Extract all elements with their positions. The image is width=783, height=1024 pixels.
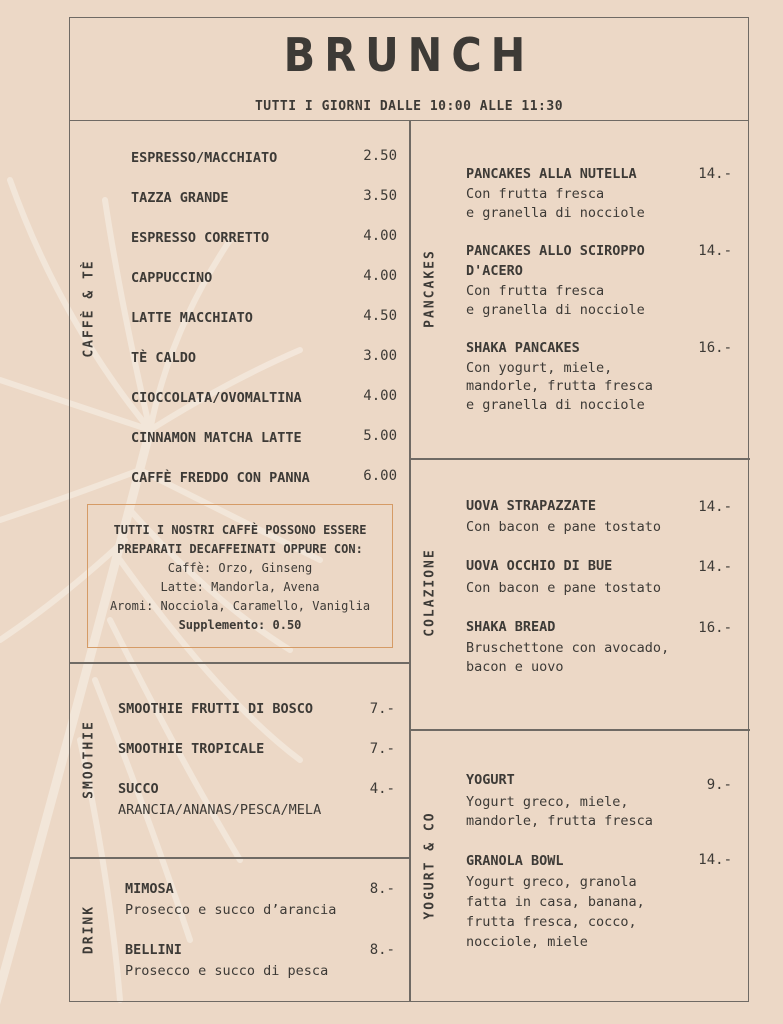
menu-item-description: e granella di nocciole [466, 205, 645, 221]
menu-item-name: UOVA OCCHIO DI BUE [466, 558, 613, 574]
menu-item-price: 4.00 [363, 268, 397, 284]
menu-item-name: CINNAMON MATCHA LATTE [131, 430, 302, 446]
menu-item-description: Prosecco e succo d’arancia [125, 902, 337, 918]
decaf-options-note [87, 504, 393, 648]
menu-item-name: PANCAKES ALLO SCIROPPO [466, 243, 645, 259]
divider-coffee-smoothie [69, 662, 410, 664]
note-line: Caffè: Orzo, Ginseng [167, 561, 313, 575]
menu-item-name: TAZZA GRANDE [131, 190, 229, 206]
menu-item-price: 9.- [706, 777, 732, 793]
menu-item-name: GRANOLA BOWL [466, 853, 564, 869]
section-label-coffee: CAFFÈ & TÈ [81, 259, 97, 358]
menu-item-price: 4.00 [363, 388, 397, 404]
menu-item-price: 14.- [698, 559, 732, 575]
menu-item-description: mandorle, frutta fresca [466, 378, 653, 394]
menu-item-name: D'ACERO [466, 263, 523, 279]
note-line: PREPARATI DECAFFEINATI OPPURE CON: [117, 542, 363, 556]
menu-item-description: ARANCIA/ANANAS/PESCA/MELA [118, 802, 322, 818]
menu-item-description: mandorle, frutta fresca [466, 813, 653, 829]
menu-item-description: frutta fresca, cocco, [466, 914, 637, 930]
menu-item-description: Con bacon e pane tostato [466, 580, 662, 596]
menu-item-description: e granella di nocciole [466, 397, 645, 413]
menu-item-price: 7.- [369, 741, 395, 757]
menu-item-price: 16.- [698, 340, 732, 356]
menu-item-description: Con frutta fresca [466, 283, 605, 299]
note-line: Latte: Mandorla, Avena [160, 580, 320, 594]
menu-item-name: SHAKA PANCAKES [466, 340, 580, 356]
menu-item-price: 4.50 [363, 308, 397, 324]
menu-item-name: LATTE MACCHIATO [131, 310, 253, 326]
menu-item-description: e granella di nocciole [466, 302, 645, 318]
divider-pancakes-colazione [409, 458, 750, 460]
menu-header [69, 17, 749, 121]
menu-item-description: bacon e uovo [466, 659, 564, 675]
menu-item-price: 14.- [698, 243, 732, 259]
menu-item-name: SHAKA BREAD [466, 619, 556, 635]
section-label-pancakes: PANCAKES [422, 249, 438, 328]
note-supplement: Supplemento: 0.50 [178, 618, 302, 632]
menu-item-name: TÈ CALDO [131, 350, 197, 366]
divider-smoothie-drink [69, 857, 410, 859]
menu-item-price: 14.- [698, 499, 732, 515]
menu-item-price: 7.- [369, 701, 395, 717]
menu-item-description: Yogurt greco, miele, [466, 794, 629, 810]
divider-colazione-yogurt [409, 729, 750, 731]
menu-item-description: nocciole, miele [466, 934, 588, 950]
menu-item-description: Con frutta fresca [466, 186, 605, 202]
menu-item-name: CIOCCOLATA/OVOMALTINA [131, 390, 302, 406]
menu-item-name: YOGURT [466, 772, 515, 788]
menu-item-price: 8.- [369, 942, 395, 958]
menu-item-description: Con yogurt, miele, [466, 360, 613, 376]
menu-item-name: SMOOTHIE TROPICALE [118, 741, 265, 757]
menu-item-price: 14.- [698, 166, 732, 182]
section-label-smoothie: SMOOTHIE [81, 720, 97, 799]
menu-item-price: 4.00 [363, 228, 397, 244]
column-divider [409, 120, 411, 1002]
menu-item-name: BELLINI [125, 942, 182, 958]
menu-item-name: ESPRESSO/MACCHIATO [131, 150, 278, 166]
menu-item-price: 14.- [698, 852, 732, 868]
menu-item-name: SUCCO [118, 781, 159, 797]
menu-item-name: CAPPUCCINO [131, 270, 213, 286]
menu-item-price: 6.00 [363, 468, 397, 484]
page-title: BRUNCH [283, 28, 535, 82]
menu-item-description: Prosecco e succo di pesca [125, 963, 329, 979]
menu-item-price: 4.- [369, 781, 395, 797]
section-label-drink: DRINK [81, 904, 97, 955]
menu-item-description: fatta in casa, banana, [466, 894, 645, 910]
menu-item-description: Yogurt greco, granola [466, 874, 637, 890]
note-line: TUTTI I NOSTRI CAFFÈ POSSONO ESSERE [113, 523, 367, 537]
menu-item-price: 16.- [698, 620, 732, 636]
menu-item-name: CAFFÈ FREDDO CON PANNA [131, 470, 310, 486]
menu-item-name: UOVA STRAPAZZATE [466, 498, 597, 514]
menu-item-price: 2.50 [363, 148, 397, 164]
menu-item-description: Con bacon e pane tostato [466, 519, 662, 535]
menu-item-price: 3.00 [363, 348, 397, 364]
menu-item-description: Bruschettone con avocado, [466, 640, 670, 656]
menu-item-name: PANCAKES ALLA NUTELLA [466, 166, 637, 182]
section-label-yogurt: YOGURT & CO [422, 811, 438, 920]
menu-item-price: 5.00 [363, 428, 397, 444]
menu-item-name: ESPRESSO CORRETTO [131, 230, 270, 246]
menu-item-name: SMOOTHIE FRUTTI DI BOSCO [118, 701, 314, 717]
menu-item-name: MIMOSA [125, 881, 174, 897]
note-line: Aromi: Nocciola, Caramello, Vaniglia [109, 599, 371, 613]
menu-item-price: 8.- [369, 881, 395, 897]
menu-item-price: 3.50 [363, 188, 397, 204]
opening-hours: TUTTI I GIORNI DALLE 10:00 ALLE 11:30 [254, 99, 564, 114]
section-label-colazione: COLAZIONE [422, 548, 438, 637]
